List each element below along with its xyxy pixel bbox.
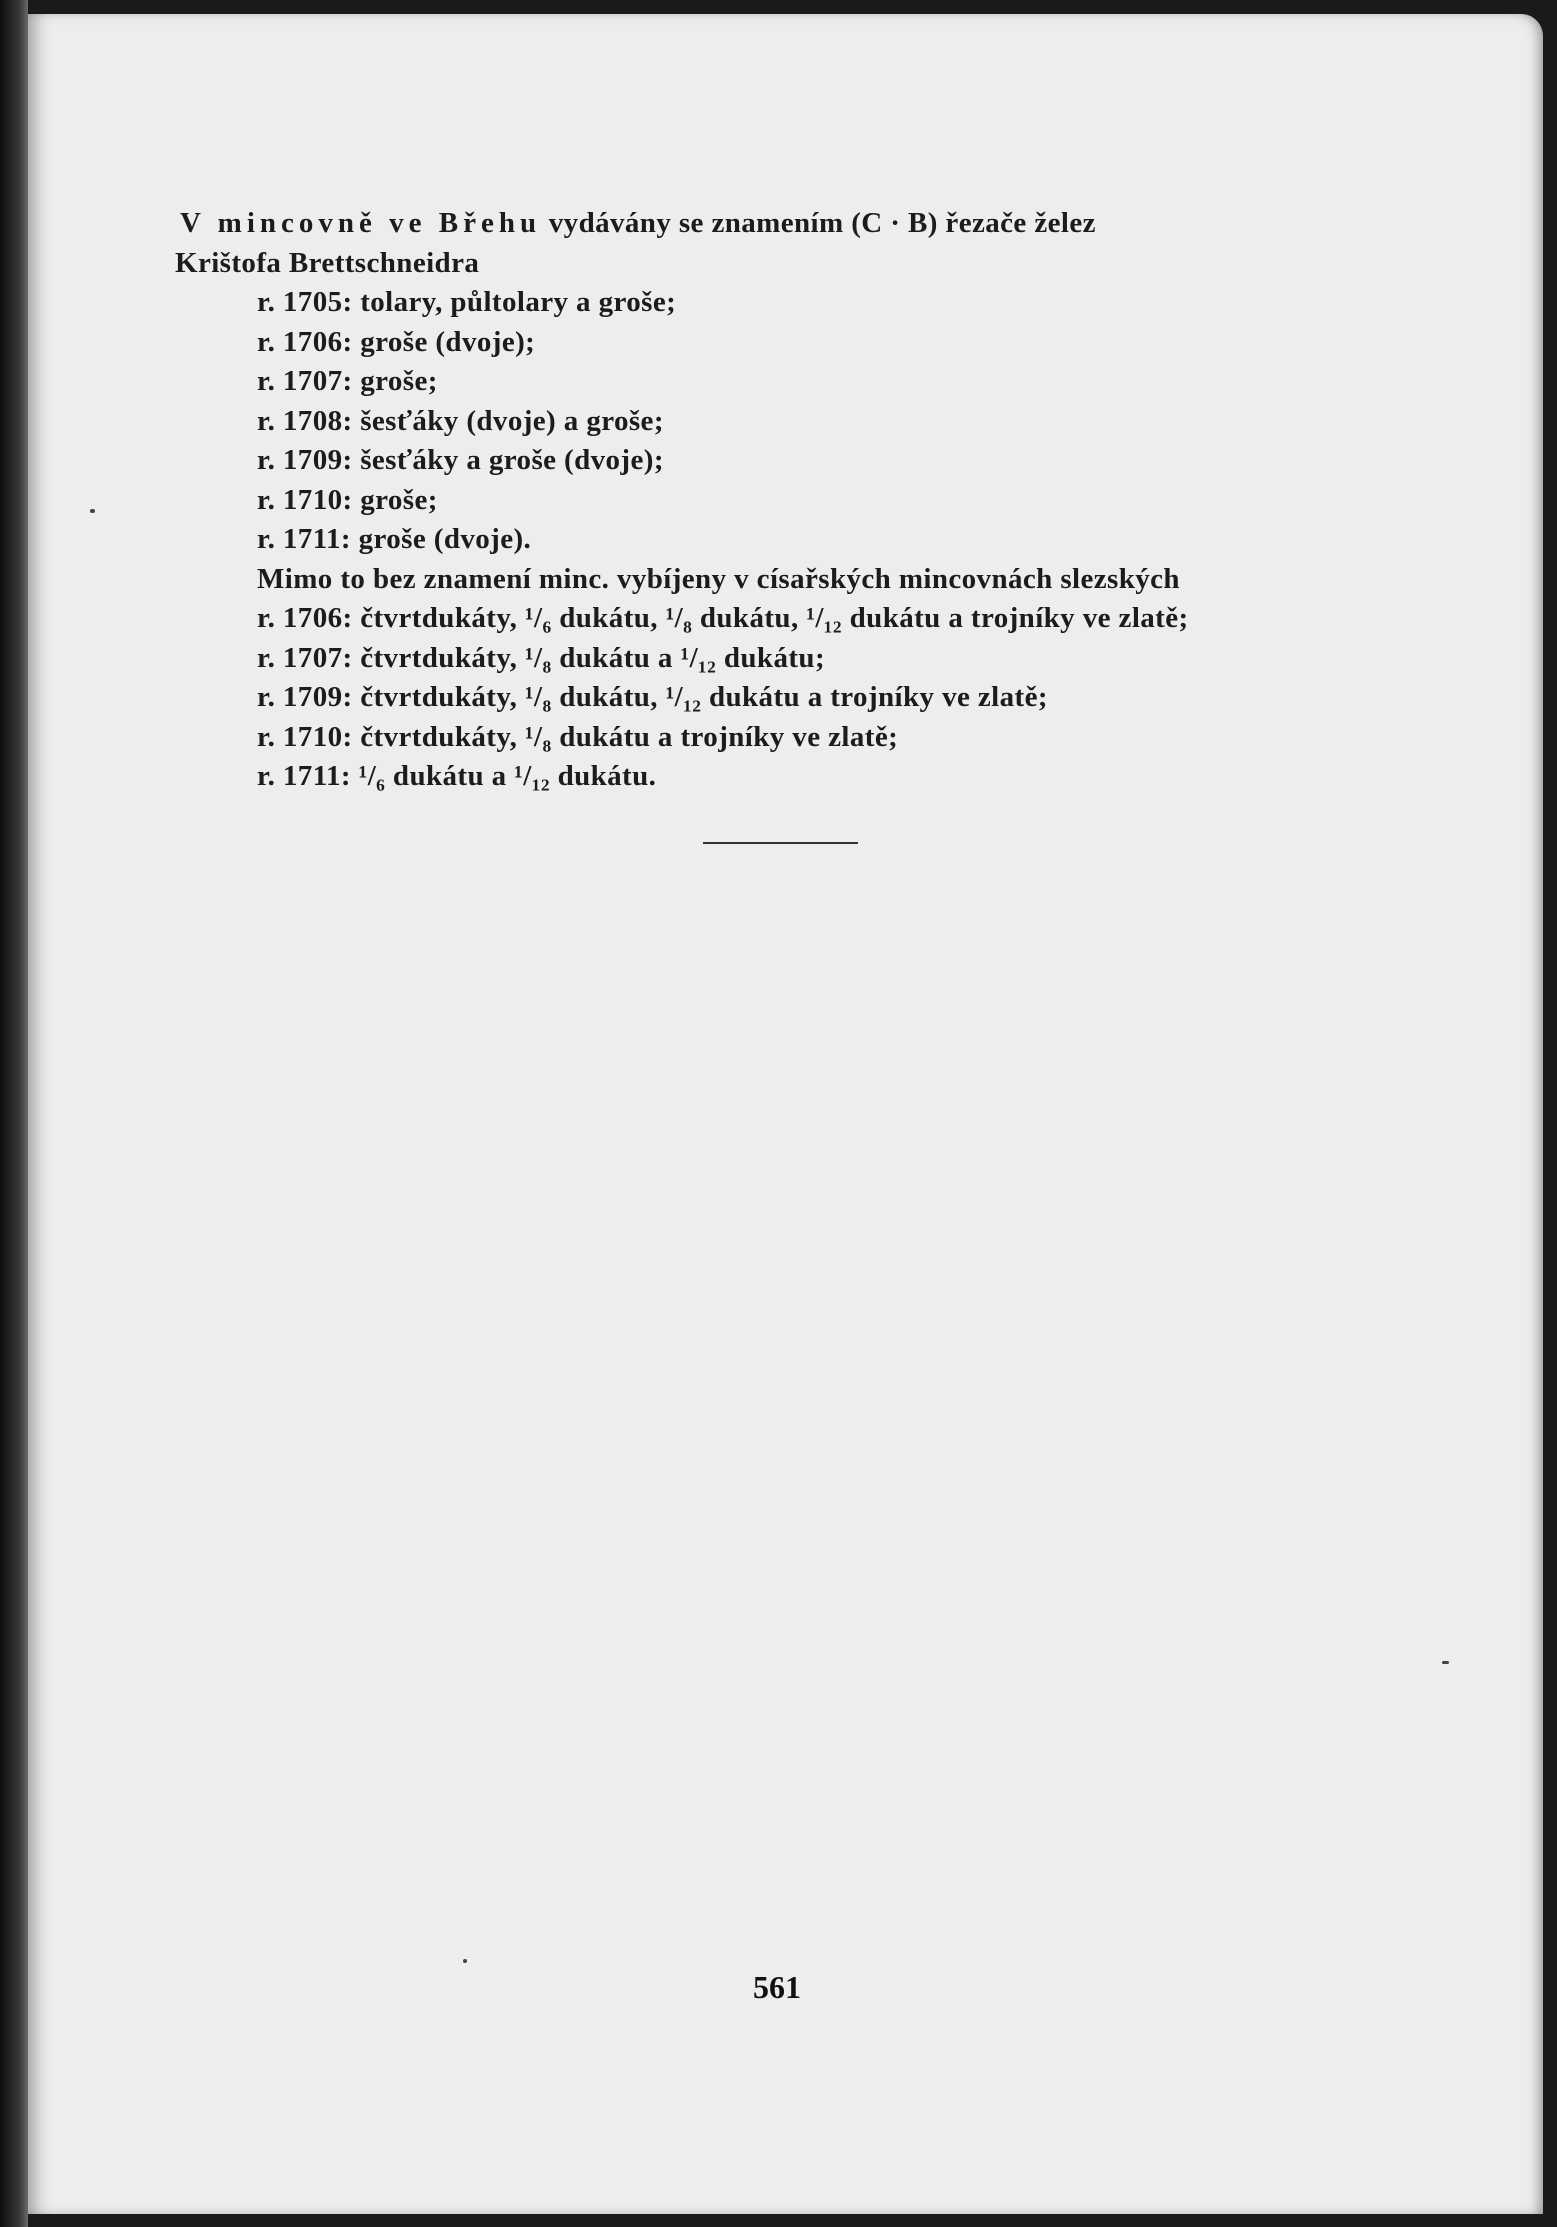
list2-item: r. 1710: čtvrtdukáty, ¹/₈ dukátu a trojníky ve zlatě;	[257, 720, 899, 753]
list2-item: r. 1711: ¹/₆ dukátu a ¹/₁₂ dukátu.	[257, 760, 657, 792]
intro-rest-text: vydávány se znamením (C · B) řezače želez	[548, 207, 1096, 239]
intro-line-2: Krištofa Brettschneidra	[175, 246, 480, 279]
list1-item: r. 1709: šesťáky a groše (dvoje);	[257, 444, 664, 476]
book-spine	[0, 0, 28, 2227]
page-text	[175, 204, 1390, 797]
list1-item: r. 1708: šesťáky (dvoje) a groše;	[257, 404, 664, 437]
list2-item: r. 1709: čtvrtdukáty, ¹/₈ dukátu, ¹/₁₂ dukátu a trojníky ve zlatě;	[257, 681, 1048, 713]
list2-item: r. 1707: čtvrtdukáty, ¹/₈ dukátu a ¹/₁₂ dukátu;	[257, 641, 826, 674]
intro-line-1	[180, 204, 1390, 244]
dust-speck	[90, 509, 95, 513]
mimo-line: Mimo to bez znamení minc. vybíjeny v císařských mincovnách slezských	[257, 562, 1180, 595]
intro-spaced-text: V mincovně ve Břehu	[180, 207, 542, 239]
list1-item: r. 1711: groše (dvoje).	[257, 523, 532, 555]
list1-item: r. 1705: tolary, půltolary a groše;	[257, 286, 677, 318]
dust-speck	[463, 1959, 467, 1963]
list1-item: r. 1707: groše;	[257, 365, 438, 397]
list1-item: r. 1710: groše;	[257, 483, 438, 516]
section-divider	[703, 842, 858, 844]
book-page	[28, 14, 1543, 2214]
list2-item: r. 1706: čtvrtdukáty, ¹/₆ dukátu, ¹/₈ dukátu, ¹/₁₂ dukátu a trojníky ve zlatě;	[257, 602, 1189, 634]
dust-speck	[1442, 1661, 1449, 1664]
page-number: 561	[753, 1969, 801, 2005]
list1-item: r. 1706: groše (dvoje);	[257, 325, 536, 358]
